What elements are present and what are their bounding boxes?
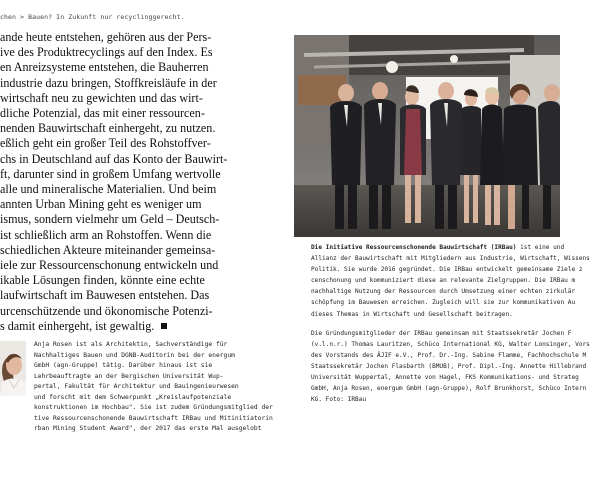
text-line: ist schließlich arm an Rohstoffen. Wenn die: [0, 227, 212, 242]
text-line: laufwirtschaft im Bauwesen entstehen. Das: [0, 288, 210, 303]
text-line: ande heute entstehen, gehören aus der Pers-: [0, 30, 212, 44]
caption-line: [311, 242, 565, 253]
text-line: Die Gründungsmitglieder der IRBau gemeinsam mit Staatssekretär Jochen F: [311, 329, 572, 337]
text-line: Universität Wuppertal, Annette von Hagel, FKS Kommunikations- und Strateg: [311, 374, 579, 382]
text-line: rban Mining Student Award", der 2017 das erste Mal ausgelobt: [34, 425, 262, 433]
text-line: Politik. Sie wurde 2016 gegründet. Die IRBau entwickelt gemeinsame Ziele z: [311, 266, 583, 274]
end-of-article-mark: [161, 323, 167, 329]
text-line: Anja Rosen ist als Architektin, Sachverständige für: [34, 341, 228, 348]
text-line: ismus, sondern vielmehr um Geld – Deutsch-: [0, 212, 220, 227]
text-line: ikable Lösungen finden, könnte eine echte: [0, 273, 205, 288]
text-line: s damit einhergeht, ist gewaltig.: [0, 319, 290, 334]
text-line: censchonung und kommuniziert diese an relevante Zielgruppen. Die IRBau m: [311, 277, 576, 285]
text-line: KG. Foto: IRBau: [311, 396, 367, 404]
text-line: chs in Deutschland auf das Konto der Bauwirt-: [0, 151, 228, 166]
text-line: pertal, Fakultät für Architektur und Bauingenieurwesen: [34, 383, 239, 391]
text-line: (v.l.n.r.) Thomas Lauritzen, Schüco International KG, Walter Lonsinger, Vors: [311, 340, 590, 348]
author-portrait: [0, 341, 26, 396]
caption-paragraph-gap: [311, 320, 560, 328]
breadcrumb: chen > Bauen? In Zukunft nur recyclinggerecht.: [0, 13, 185, 21]
text-line: iele zur Ressourcenschonung entwickeln und: [0, 258, 219, 273]
text-line: dieses Themas in Wirtschaft und Gesellschaft beitragen.: [311, 310, 513, 318]
text-line: eßlich geht ein großer Teil des Rohstoffver-: [0, 136, 211, 151]
text-line: nenden Bauwirtschaft einhergeht, zu nutzen.: [0, 121, 216, 136]
text-line: tive Ressourcenschonende Bauwirtschaft IRBau und Mitinitiatorin: [34, 414, 273, 422]
text-line: GmbH, Anja Rosen, energum GmbH (agn-Gruppe), Rolf Brunkhorst, Schüco Intern: [311, 385, 587, 393]
article-body: [0, 30, 290, 334]
text-line: ft, darunter sind in großem Umfang wertvolle: [0, 166, 221, 181]
text-line: dliche Potenzial, das mit einer ressourcen-: [0, 106, 205, 121]
text-line: und forscht mit dem Schwerpunkt „Kreislaufpotenziale: [34, 393, 232, 401]
photo-caption: [311, 242, 590, 405]
text-line: annten Urban Mining geht es weniger um: [0, 197, 202, 212]
text-line: Staatssekretär Jochen Flasbarth (BMUB), Prof. Dipl.-Ing. Annette Hillebrand: [311, 362, 587, 370]
text-line: Lehrbeauftragte an der Bergischen Universität Wup-: [34, 372, 224, 380]
caption-title: Die Initiative Ressourcenschonende Bauwirtschaft (IRBau): [311, 244, 517, 251]
text-line: schiedlichen Akteure miteinander gemeinsa-: [0, 242, 216, 257]
text-line: Nachhaltiges Bauen und DGNB-Auditorin bei der energum: [34, 351, 235, 359]
text-line: ive des Produktrecyclings auf den Index. Es: [0, 45, 213, 60]
text-line: GmbH (agn-Gruppe) tätig. Darüber hinaus ist sie: [34, 362, 213, 370]
text-line: wirtschaft neu zu gewichten und das wirt-: [0, 90, 203, 105]
text-line: schöpfung im Bauwesen erreichen. Zugleich will sie zur kommunikativen Au: [311, 299, 576, 307]
text-line: Allianz der Bauwirtschaft mit Mitgliedern aus Industrie, Wirtschaft, Wissens: [311, 255, 590, 263]
author-bio: [34, 340, 294, 435]
text-line: alle und mineralische Materialien. Und beim: [0, 182, 217, 197]
text-line: des Vorstands des ÄJIF e.V., Prof. Dr.-Ing. Sabine Flamme, Fachhochschule M: [311, 351, 587, 359]
group-photo: [294, 35, 560, 237]
text-line: konstruktionen im Hochbau". Sie ist zudem Gründungsmitglied der: [34, 404, 273, 412]
text-line: industrie dazu bringen, Stoffkreisläufe in der: [0, 75, 217, 90]
caption-title-tail: ist eine und: [516, 244, 565, 251]
text-line: urcenschützende und ökonomische Potenzi-: [0, 303, 213, 318]
text-line: nachhaltige Nutzung der Ressourcen durch Umsetzung einer echten zirkulär: [311, 288, 576, 296]
text-line: en Anreizsysteme entstehen, die Bauherren: [0, 60, 209, 75]
